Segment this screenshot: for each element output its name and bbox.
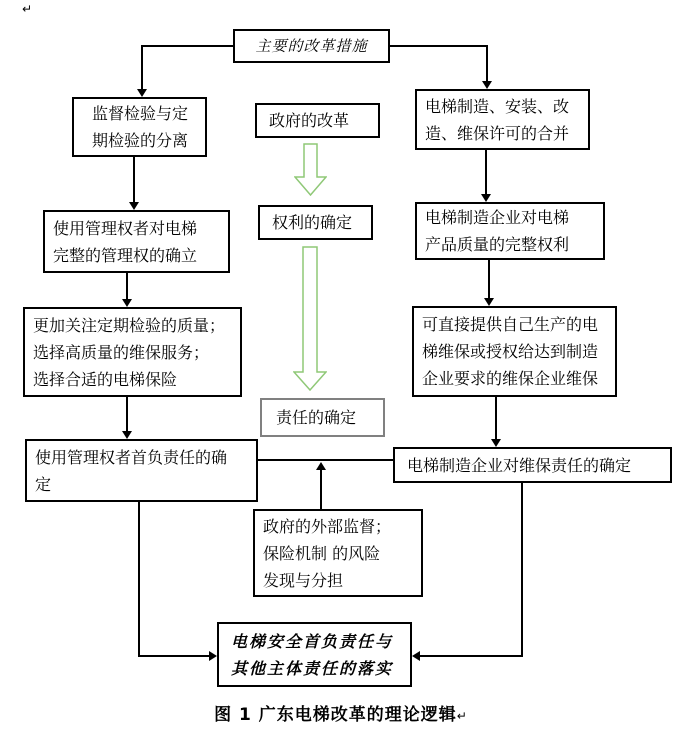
arrowhead-to-right4 xyxy=(491,439,501,447)
arrowhead-to-left4 xyxy=(122,431,132,439)
arrowhead-to-left2 xyxy=(129,202,139,210)
node-label: 可直接提供自己生产的电 xyxy=(422,315,599,334)
node-label: 造、维保许可的合并 xyxy=(425,123,570,143)
node-user-first-responsibility xyxy=(25,439,258,502)
node-label: 电梯制造、安装、改 xyxy=(425,96,570,116)
node-label: 期检验的分离 xyxy=(92,131,189,150)
arrow-left3-left4-line xyxy=(126,397,128,431)
green-hollow-arrow-rights xyxy=(294,143,327,196)
node-label: 电梯制造企业对电梯 xyxy=(425,208,570,227)
node-label: 梯维保或授权给达到制造 xyxy=(422,342,599,361)
green-hollow-arrow-responsibility xyxy=(293,246,327,391)
node-label: 选择合适的电梯保险 xyxy=(33,369,178,389)
node-label: 监督检验与定 xyxy=(92,104,189,123)
arrow-left4-bottom-v xyxy=(138,502,140,657)
arrow-right4-bottom-h xyxy=(420,655,523,657)
arrowhead-to-right2 xyxy=(481,194,491,202)
figure-caption-text: 图 1 广东电梯改革的理论逻辑 xyxy=(214,705,457,725)
node-label: 完整的管理权的确立 xyxy=(53,245,198,265)
connector-left4-right4 xyxy=(258,459,393,461)
node-supervision-inspection-separation xyxy=(72,97,207,157)
node-label: 定 xyxy=(35,474,52,494)
node-label: 使用管理权者对电梯 xyxy=(53,218,198,238)
arrow-left1-left2-line xyxy=(133,157,135,202)
arrow-right4-bottom-v xyxy=(521,483,523,657)
arrowhead-to-right1 xyxy=(482,81,492,89)
node-label: 权利的确定 xyxy=(272,213,353,232)
arrow-left4-bottom-h xyxy=(138,655,209,657)
figure-caption xyxy=(0,700,682,725)
paragraph-mark: ↵ xyxy=(22,2,33,16)
node-label: 选择高质量的维保服务； xyxy=(33,342,210,362)
arrowhead-to-bottom-right xyxy=(412,651,420,661)
node-external-supervision-insurance xyxy=(253,509,423,597)
node-rights-determination xyxy=(258,205,373,240)
node-responsibility-determination xyxy=(260,398,385,437)
node-label: 电梯制造企业对维保责任的确定 xyxy=(407,455,632,475)
node-label: 企业要求的维保企业维保 xyxy=(422,369,599,388)
node-label: 使用管理权者首负责任的确 xyxy=(35,447,228,467)
arrow-mid4-up-line xyxy=(320,470,322,509)
connector-top-left-v xyxy=(141,45,143,89)
arrowhead-to-bottom-left xyxy=(209,651,217,661)
node-manufacturer-maintenance-responsibility xyxy=(393,447,672,483)
node-periodic-inspection-quality xyxy=(23,307,242,397)
arrow-left2-left3-line xyxy=(126,273,128,299)
node-label: 政府的外部监督； xyxy=(263,516,392,536)
node-label: 政府的改革 xyxy=(269,111,350,130)
node-label: 产品质量的完整权利 xyxy=(425,235,570,254)
node-product-quality-rights xyxy=(415,202,605,260)
node-self-maintenance-authorization xyxy=(412,306,617,397)
node-label: 其他主体责任的落实 xyxy=(231,658,394,678)
node-label: 电梯安全首负责任与 xyxy=(231,631,394,651)
node-responsibility-implementation xyxy=(217,622,412,687)
node-government-reform xyxy=(255,103,380,138)
arrowhead-up-to-connector xyxy=(316,462,326,470)
connector-top-left-h xyxy=(141,45,233,47)
arrow-right1-right2-line xyxy=(485,150,487,194)
node-label: 发现与分担 xyxy=(263,570,344,590)
node-label: 主要的改革措施 xyxy=(255,36,368,55)
node-management-right-establishment xyxy=(43,210,230,273)
arrowhead-to-right3 xyxy=(484,298,494,306)
paragraph-mark: ↵ xyxy=(456,709,468,723)
connector-top-right-v xyxy=(486,45,488,81)
connector-top-right-h xyxy=(390,45,488,47)
node-license-merger xyxy=(415,89,590,150)
arrow-right3-right4-line xyxy=(495,397,497,439)
arrow-right2-right3-line xyxy=(488,260,490,298)
arrowhead-to-left1 xyxy=(137,89,147,97)
arrowhead-to-left3 xyxy=(122,299,132,307)
node-label: 保险机制 的风险 xyxy=(263,543,381,563)
node-main-reform-measures xyxy=(233,29,390,63)
node-label: 更加关注定期检验的质量； xyxy=(33,315,226,335)
node-label: 责任的确定 xyxy=(276,408,357,427)
